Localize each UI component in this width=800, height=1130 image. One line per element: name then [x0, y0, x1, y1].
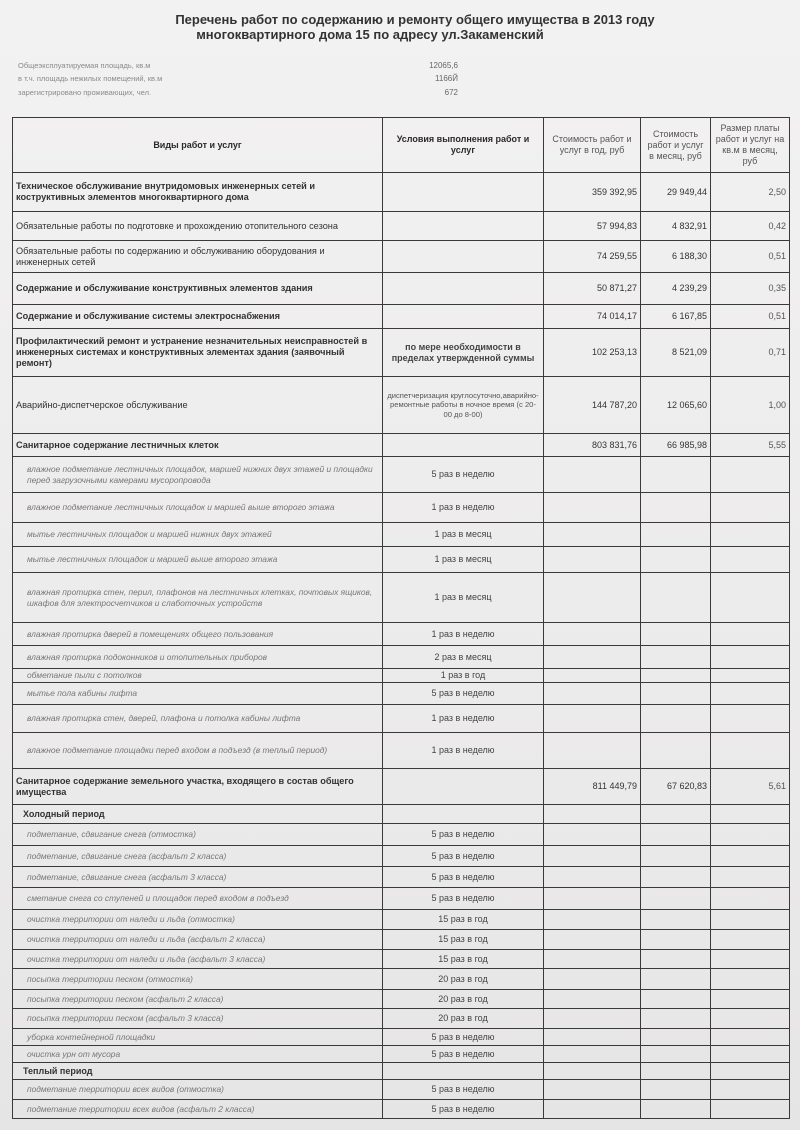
- table-row: [13, 824, 790, 846]
- work-condition: диспетчеризация круглосуточно,аварийно-ремонтные работы в ночное время (с 20-00 до 8-00): [383, 377, 544, 434]
- work-name: Техническое обслуживание внутридомовых инженерных сетей и коструктивных элементов многоквартирного дома: [13, 173, 383, 212]
- work-condition: 1 раз в неделю: [383, 623, 544, 646]
- cost-per-year: [544, 888, 641, 910]
- table-body: [13, 173, 790, 1119]
- work-name: Содержание и обслуживание конструктивных элементов здания: [13, 273, 383, 305]
- cost-per-year: [544, 910, 641, 930]
- work-name: влажное подметание площадки перед входом в подъезд (в теплый период): [13, 733, 383, 769]
- work-condition: [383, 273, 544, 305]
- rate-per-sqm: [711, 1009, 790, 1029]
- cost-per-month: [641, 990, 711, 1009]
- cost-per-year: [544, 990, 641, 1009]
- table-row: [13, 846, 790, 867]
- table-row: [13, 1009, 790, 1029]
- rate-per-sqm: [711, 523, 790, 547]
- cost-per-month: [641, 910, 711, 930]
- cost-per-year: 50 871,27: [544, 273, 641, 305]
- rate-per-sqm: 0,71: [711, 329, 790, 377]
- work-name: очистка территории от наледи и льда (отмостка): [13, 910, 383, 930]
- cost-per-year: [544, 457, 641, 493]
- cost-per-month: 6 188,30: [641, 241, 711, 273]
- stat-label: зарегистрировано проживающих, чел.: [18, 88, 152, 97]
- work-condition: 1 раз в месяц: [383, 573, 544, 623]
- table-row: [13, 930, 790, 950]
- table-row-period: [13, 1063, 790, 1080]
- col-header-rate: Размер платы работ и услуг на кв.м в месяц, руб: [711, 118, 790, 173]
- cost-per-month: [641, 669, 711, 683]
- work-condition: [383, 173, 544, 212]
- cost-per-month: [641, 646, 711, 669]
- cost-per-month: [641, 1029, 711, 1046]
- work-condition: 15 раз в год: [383, 930, 544, 950]
- rate-per-sqm: [711, 573, 790, 623]
- work-condition: 5 раз в неделю: [383, 867, 544, 888]
- cost-per-month: 66 985,98: [641, 434, 711, 457]
- stat-residents: [18, 86, 458, 100]
- table-row: [13, 733, 790, 769]
- cost-per-year: [544, 950, 641, 969]
- cost-per-month: [641, 824, 711, 846]
- cost-per-month: 6 167,85: [641, 305, 711, 329]
- table-row: [13, 950, 790, 969]
- work-condition: [383, 434, 544, 457]
- work-condition: по мере необходимости в пределах утвержденной суммы: [383, 329, 544, 377]
- rate-per-sqm: [711, 930, 790, 950]
- stat-value: 672: [444, 88, 458, 97]
- rate-per-sqm: 0,35: [711, 273, 790, 305]
- work-name: очистка территории от наледи и льда (асфальт 2 класса): [13, 930, 383, 950]
- cost-per-month: [641, 950, 711, 969]
- cost-per-month: 8 521,09: [641, 329, 711, 377]
- cost-per-year: [544, 547, 641, 573]
- rate-per-sqm: 5,55: [711, 434, 790, 457]
- work-name: очистка территории от наледи и льда (асфальт 3 класса): [13, 950, 383, 969]
- rate-per-sqm: [711, 805, 790, 824]
- cost-per-month: [641, 733, 711, 769]
- table-row-section: [13, 241, 790, 273]
- rate-per-sqm: [711, 705, 790, 733]
- work-condition: 20 раз в год: [383, 1009, 544, 1029]
- rate-per-sqm: [711, 990, 790, 1009]
- work-name: посыпка территории песком (асфальт 2 класса): [13, 990, 383, 1009]
- cost-per-month: [641, 867, 711, 888]
- cost-per-year: [544, 669, 641, 683]
- work-condition: 5 раз в неделю: [383, 1046, 544, 1063]
- work-condition: 5 раз в неделю: [383, 1029, 544, 1046]
- table-row: [13, 669, 790, 683]
- cost-per-year: [544, 646, 641, 669]
- cost-per-month: [641, 457, 711, 493]
- cost-per-year: [544, 1029, 641, 1046]
- work-condition: 5 раз в неделю: [383, 1080, 544, 1100]
- work-condition: 1 раз в неделю: [383, 493, 544, 523]
- cost-per-month: [641, 805, 711, 824]
- col-header-work-type: Виды работ и услуг: [13, 118, 383, 173]
- rate-per-sqm: 5,61: [711, 769, 790, 805]
- rate-per-sqm: [711, 1046, 790, 1063]
- work-condition: 20 раз в год: [383, 969, 544, 990]
- cost-per-month: [641, 1100, 711, 1119]
- cost-per-year: [544, 930, 641, 950]
- work-name: очистка урн от мусора: [13, 1046, 383, 1063]
- rate-per-sqm: [711, 493, 790, 523]
- rate-per-sqm: 0,51: [711, 305, 790, 329]
- work-condition: 5 раз в неделю: [383, 846, 544, 867]
- cost-per-year: 144 787,20: [544, 377, 641, 434]
- table-row: [13, 457, 790, 493]
- table-row: [13, 705, 790, 733]
- work-condition: 1 раз в неделю: [383, 705, 544, 733]
- cost-per-year: [544, 1063, 641, 1080]
- rate-per-sqm: 2,50: [711, 173, 790, 212]
- work-name: влажная протирка дверей в помещениях общего пользования: [13, 623, 383, 646]
- cost-per-year: 74 014,17: [544, 305, 641, 329]
- table-row: [13, 1029, 790, 1046]
- work-condition: 15 раз в год: [383, 910, 544, 930]
- work-name: Холодный период: [13, 805, 383, 824]
- work-condition: 20 раз в год: [383, 990, 544, 1009]
- cost-per-month: [641, 1046, 711, 1063]
- work-name: влажная протирка подоконников и отопительных приборов: [13, 646, 383, 669]
- cost-per-month: 4 832,91: [641, 212, 711, 241]
- cost-per-month: [641, 888, 711, 910]
- rate-per-sqm: [711, 683, 790, 705]
- work-name: подметание территории всех видов (отмостка): [13, 1080, 383, 1100]
- cost-per-year: 102 253,13: [544, 329, 641, 377]
- stat-label: в т.ч. площадь нежилых помещений, кв.м: [18, 74, 163, 83]
- table-row: [13, 969, 790, 990]
- work-name: Теплый период: [13, 1063, 383, 1080]
- cost-per-month: 12 065,60: [641, 377, 711, 434]
- cost-per-year: [544, 523, 641, 547]
- cost-per-month: 29 949,44: [641, 173, 711, 212]
- table-row-section: [13, 273, 790, 305]
- table-row: [13, 523, 790, 547]
- cost-per-year: [544, 683, 641, 705]
- rate-per-sqm: [711, 867, 790, 888]
- cost-per-month: 4 239,29: [641, 273, 711, 305]
- work-name: уборка контейнерной площадки: [13, 1029, 383, 1046]
- cost-per-month: [641, 1080, 711, 1100]
- work-name: подметание, сдвигание снега (асфальт 2 класса): [13, 846, 383, 867]
- work-condition: 1 раз в неделю: [383, 733, 544, 769]
- table-row: [13, 646, 790, 669]
- col-header-cost-month: Стоимость работ и услуг в месяц, руб: [641, 118, 711, 173]
- work-name: посыпка территории песком (асфальт 3 класса): [13, 1009, 383, 1029]
- cost-per-year: 74 259,55: [544, 241, 641, 273]
- table-row: [13, 623, 790, 646]
- cost-per-month: [641, 705, 711, 733]
- rate-per-sqm: [711, 669, 790, 683]
- work-name: Обязательные работы по содержанию и обслуживанию оборудования и инженерных сетей: [13, 241, 383, 273]
- cost-per-year: 803 831,76: [544, 434, 641, 457]
- work-condition: [383, 241, 544, 273]
- cost-per-month: [641, 969, 711, 990]
- work-name: Санитарное содержание лестничных клеток: [13, 434, 383, 457]
- work-name: Аварийно-диспетчерское обслуживание: [13, 377, 383, 434]
- work-name: мытье пола кабины лифта: [13, 683, 383, 705]
- rate-per-sqm: 0,51: [711, 241, 790, 273]
- rate-per-sqm: [711, 1100, 790, 1119]
- cost-per-month: [641, 930, 711, 950]
- work-condition: 1 раз в год: [383, 669, 544, 683]
- rate-per-sqm: 1,00: [711, 377, 790, 434]
- work-name: влажное подметание лестничных площадок, маршей нижних двух этажей и площадки перед загрузочными камерами мусоропровода: [13, 457, 383, 493]
- rate-per-sqm: [711, 733, 790, 769]
- stat-value: 1166Й: [435, 74, 458, 83]
- cost-per-month: 67 620,83: [641, 769, 711, 805]
- rate-per-sqm: [711, 547, 790, 573]
- cost-per-year: [544, 1046, 641, 1063]
- cost-per-year: [544, 1009, 641, 1029]
- work-condition: [383, 1063, 544, 1080]
- work-name: подметание, сдвигание снега (асфальт 3 класса): [13, 867, 383, 888]
- work-name: мытье лестничных площадок и маршей выше второго этажа: [13, 547, 383, 573]
- work-condition: 1 раз в месяц: [383, 523, 544, 547]
- work-name: подметание территории всех видов (асфальт 2 класса): [13, 1100, 383, 1119]
- cost-per-year: [544, 705, 641, 733]
- work-condition: 5 раз в неделю: [383, 1100, 544, 1119]
- work-condition: 5 раз в неделю: [383, 683, 544, 705]
- rate-per-sqm: [711, 950, 790, 969]
- cost-per-year: [544, 969, 641, 990]
- cost-per-month: [641, 523, 711, 547]
- work-name: Санитарное содержание земельного участка, входящего в состав общего имущества: [13, 769, 383, 805]
- cost-per-month: [641, 846, 711, 867]
- table-row-section: [13, 212, 790, 241]
- works-table: [12, 117, 790, 1119]
- cost-per-year: 57 994,83: [544, 212, 641, 241]
- cost-per-year: [544, 733, 641, 769]
- work-condition: [383, 212, 544, 241]
- rate-per-sqm: [711, 1080, 790, 1100]
- work-name: мытье лестничных площадок и маршей нижних двух этажей: [13, 523, 383, 547]
- table-row-section: [13, 434, 790, 457]
- work-condition: 5 раз в неделю: [383, 888, 544, 910]
- table-row: [13, 493, 790, 523]
- table-row: [13, 1080, 790, 1100]
- table-row: [13, 990, 790, 1009]
- work-condition: 15 раз в год: [383, 950, 544, 969]
- work-name: Обязательные работы по подготовке и прохождению отопительного сезона: [13, 212, 383, 241]
- rate-per-sqm: [711, 969, 790, 990]
- work-condition: 1 раз в месяц: [383, 547, 544, 573]
- cost-per-year: [544, 824, 641, 846]
- work-name: влажная протирка стен, перил, плафонов на лестничных клетках, почтовых ящиков, шкафов для электросчетчиков и слаботочных устройств: [13, 573, 383, 623]
- work-name: обметание пыли с потолков: [13, 669, 383, 683]
- table-row: [13, 867, 790, 888]
- cost-per-year: 359 392,95: [544, 173, 641, 212]
- table-row: [13, 1046, 790, 1063]
- cost-per-year: [544, 867, 641, 888]
- title-line-2: многоквартирного дома 15 по адресу ул.Закаменский: [196, 27, 544, 42]
- rate-per-sqm: [711, 1063, 790, 1080]
- cost-per-month: [641, 493, 711, 523]
- stat-total-area: [18, 59, 458, 73]
- cost-per-year: [544, 573, 641, 623]
- rate-per-sqm: [711, 1029, 790, 1046]
- work-name: Содержание и обслуживание системы электроснабжения: [13, 305, 383, 329]
- cost-per-month: [641, 1063, 711, 1080]
- title-line-1: Перечень работ по содержанию и ремонту общего имущества в 2013 году: [175, 12, 655, 27]
- work-name: сметание снега со ступеней и площадок перед входом в подъезд: [13, 888, 383, 910]
- table-row-section: [13, 329, 790, 377]
- cost-per-month: [641, 683, 711, 705]
- cost-per-month: [641, 1009, 711, 1029]
- rate-per-sqm: [711, 646, 790, 669]
- table-row-section: [13, 769, 790, 805]
- work-condition: 5 раз в неделю: [383, 457, 544, 493]
- cost-per-year: [544, 1080, 641, 1100]
- cost-per-month: [641, 547, 711, 573]
- cost-per-year: [544, 623, 641, 646]
- col-header-cost-year: Стоимость работ и услуг в год, руб: [544, 118, 641, 173]
- work-name: подметание, сдвигание снега (отмостка): [13, 824, 383, 846]
- work-name: посыпка территории песком (отмостка): [13, 969, 383, 990]
- work-condition: [383, 769, 544, 805]
- table-row-section: [13, 173, 790, 212]
- table-row-period: [13, 805, 790, 824]
- cost-per-year: [544, 805, 641, 824]
- cost-per-year: [544, 1100, 641, 1119]
- rate-per-sqm: [711, 623, 790, 646]
- rate-per-sqm: [711, 846, 790, 867]
- rate-per-sqm: [711, 457, 790, 493]
- rate-per-sqm: [711, 888, 790, 910]
- table-row: [13, 573, 790, 623]
- table-row: [13, 683, 790, 705]
- cost-per-year: 811 449,79: [544, 769, 641, 805]
- work-condition: [383, 805, 544, 824]
- work-condition: 5 раз в неделю: [383, 824, 544, 846]
- cost-per-month: [641, 573, 711, 623]
- table-row: [13, 910, 790, 930]
- cost-per-year: [544, 493, 641, 523]
- rate-per-sqm: [711, 910, 790, 930]
- work-condition: 2 раз в месяц: [383, 646, 544, 669]
- col-header-conditions: Условия выполнения работ и услуг: [383, 118, 544, 173]
- stat-label: Общеэксплуатируемая площадь, кв.м: [18, 61, 151, 70]
- rate-per-sqm: [711, 824, 790, 846]
- cost-per-month: [641, 623, 711, 646]
- work-name: влажное подметание лестничных площадок и маршей выше второго этажа: [13, 493, 383, 523]
- table-row-section: [13, 305, 790, 329]
- document-title: [0, 12, 800, 42]
- cost-per-year: [544, 846, 641, 867]
- table-row-section: [13, 377, 790, 434]
- table-row: [13, 547, 790, 573]
- work-name: влажная протирка стен, дверей, плафона и потолка кабины лифта: [13, 705, 383, 733]
- stat-nonresidential-area: [18, 72, 458, 86]
- work-name: Профилактический ремонт и устранение незначительных неисправностей в инженерных системах и конструктивных элементах здания (заявочный ремонт): [13, 329, 383, 377]
- stat-value: 12065,6: [429, 61, 458, 70]
- table-row: [13, 1100, 790, 1119]
- table-header-row: [13, 118, 790, 173]
- rate-per-sqm: 0,42: [711, 212, 790, 241]
- work-condition: [383, 305, 544, 329]
- table-row: [13, 888, 790, 910]
